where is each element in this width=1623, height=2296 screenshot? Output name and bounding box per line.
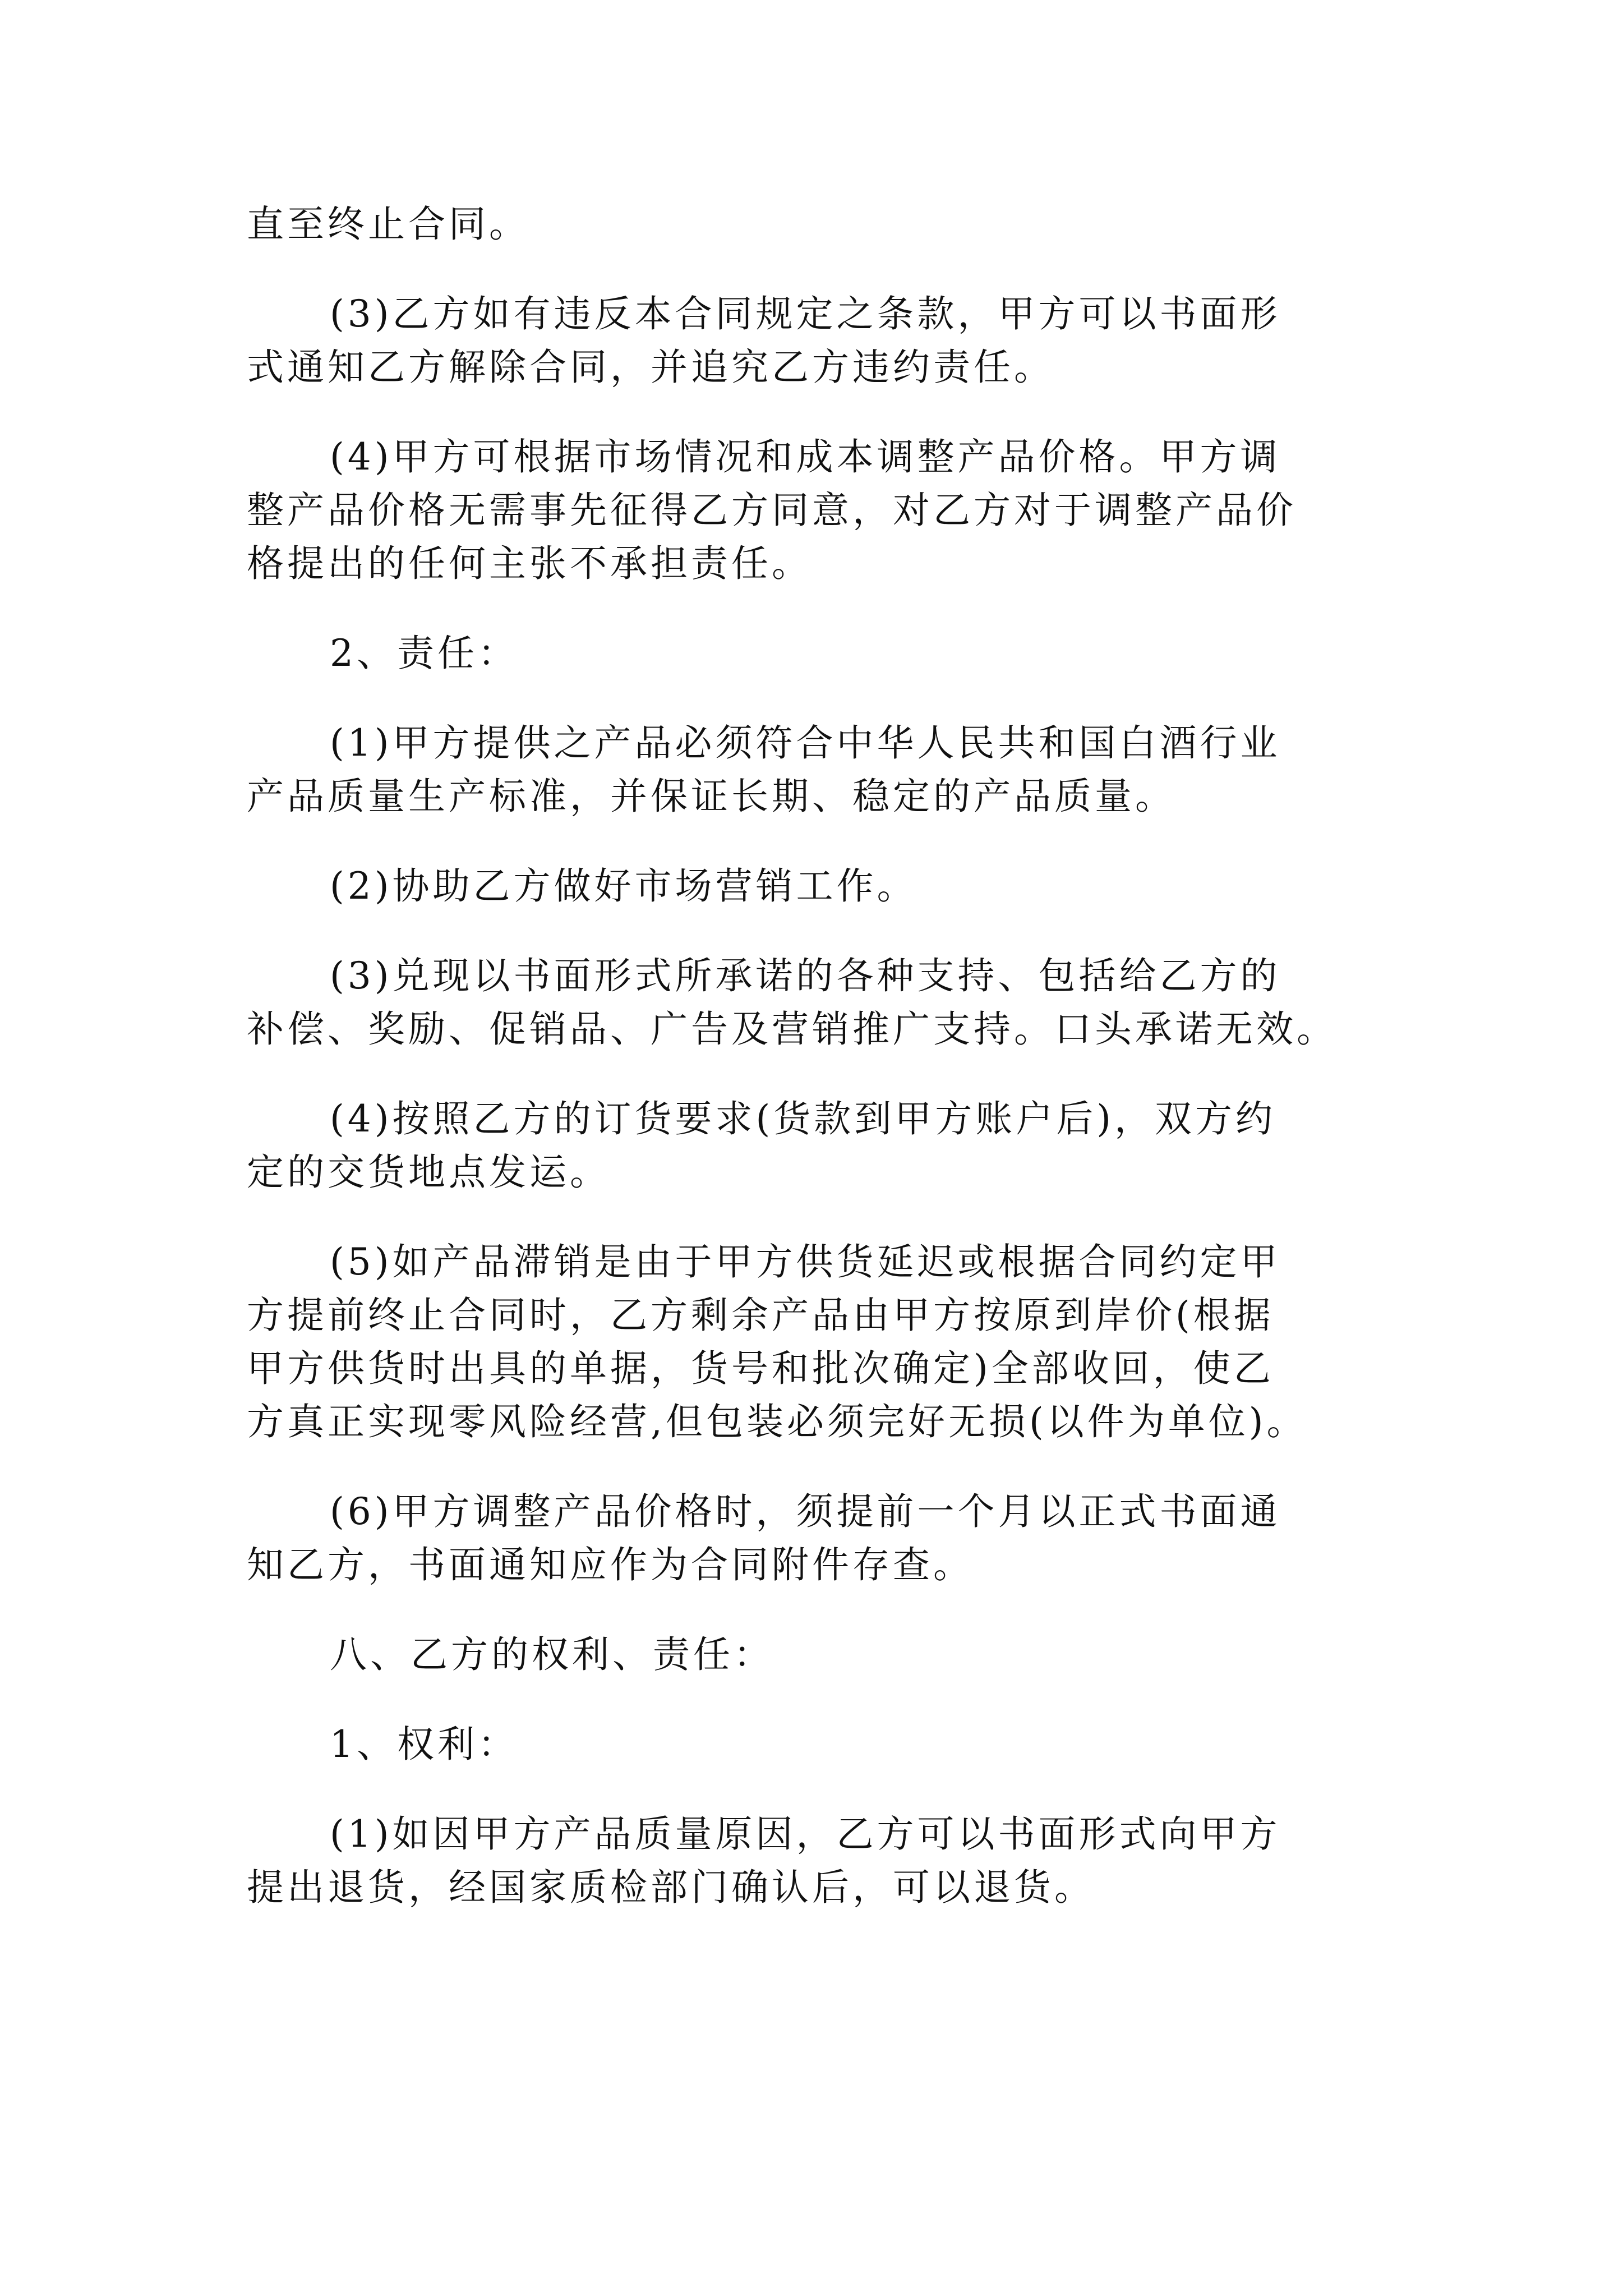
text-line: (1)甲方提供之产品必须符合中华人民共和国白酒行业 xyxy=(330,721,1281,765)
text-line: (4)按照乙方的订货要求(货款到甲方账户后)，双方约 xyxy=(330,1097,1276,1140)
text-line: 产品质量生产标准，并保证长期、稳定的产品质量。 xyxy=(247,775,1175,818)
text-line: (4)甲方可根据市场情况和成本调整产品价格。甲方调 xyxy=(330,435,1281,478)
text-line: 提出退货，经国家质检部门确认后，可以退货。 xyxy=(247,1866,1095,1909)
section-heading: 1、权利： xyxy=(330,1723,518,1766)
section-heading: 八、乙方的权利、责任： xyxy=(330,1633,774,1676)
text-line: 直至终止合同。 xyxy=(247,203,529,246)
text-line: (2)协助乙方做好市场营销工作。 xyxy=(330,864,917,908)
text-line: 式通知乙方解除合同，并追究乙方违约责任。 xyxy=(247,346,1054,389)
document-body xyxy=(247,197,1424,1914)
text-line: 方提前终止合同时，乙方剩余产品由甲方按原到岸价(根据 xyxy=(247,1294,1274,1337)
section-heading: 2、责任： xyxy=(330,632,518,675)
text-line: 方真正实现零风险经营,但包装必须完好无损(以件为单位)。 xyxy=(247,1400,1307,1443)
text-line: (6)甲方调整产品价格时，须提前一个月以正式书面通 xyxy=(330,1490,1281,1533)
text-line: (3)乙方如有违反本合同规定之条款，甲方可以书面形 xyxy=(330,292,1281,335)
text-line: (1)如因甲方产品质量原因，乙方可以书面形式向甲方 xyxy=(330,1812,1281,1856)
text-line: 整产品价格无需事先征得乙方同意，对乙方对于调整产品价 xyxy=(247,489,1297,532)
text-line: 定的交货地点发运。 xyxy=(247,1151,610,1194)
text-line: (5)如产品滞销是由于甲方供货延迟或根据合同约定甲 xyxy=(330,1240,1281,1283)
text-line: 补偿、奖励、促销品、广告及营销推广支持。口头承诺无效。 xyxy=(247,1007,1337,1051)
text-line: 知乙方，书面通知应作为合同附件存查。 xyxy=(247,1543,974,1586)
text-line: 格提出的任何主张不承担责任。 xyxy=(247,542,812,585)
text-line: (3)兑现以书面形式所承诺的各种支持、包括给乙方的 xyxy=(330,954,1281,997)
text-line: 甲方供货时出具的单据，货号和批次确定)全部收回，使乙 xyxy=(247,1347,1274,1390)
